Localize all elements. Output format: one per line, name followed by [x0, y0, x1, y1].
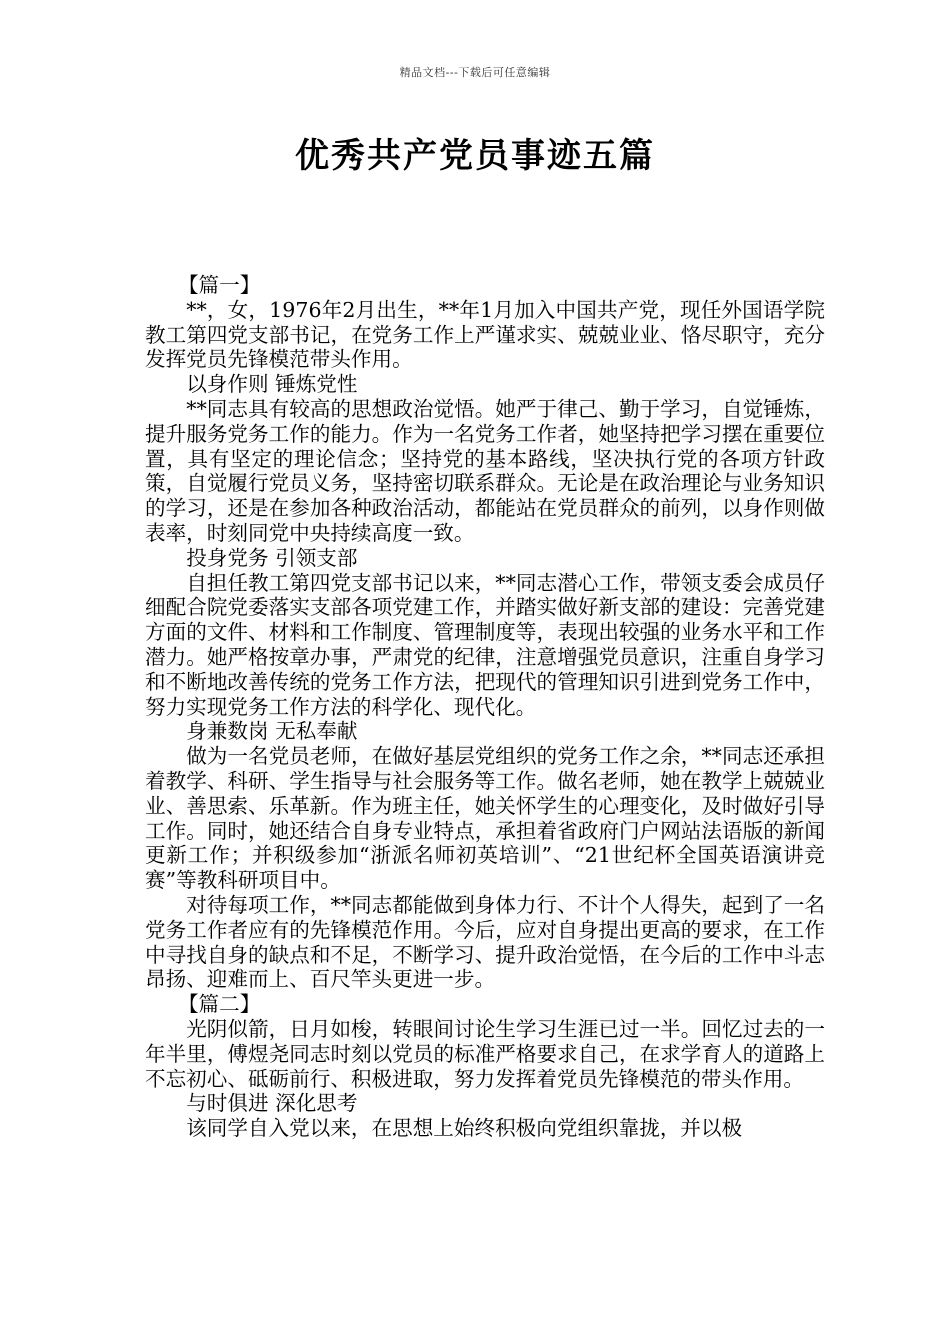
subheading: 以身作则 锤炼党性 [186, 372, 358, 397]
paragraph: 光阴似箭，日月如梭，转眼间讨论生学习生涯已过一半。回忆过去的一年半里，傅煜尧同志时刻以党员的标准严格要求自己，在求学育人的道路上不忘初心、砥砺前行、积极进取，努力发挥着党员先锋模范的带头作用。 [145, 1016, 825, 1091]
subheading: 身兼数岗 无私奉献 [186, 719, 358, 744]
document-title: 优秀共产党员事迹五篇 [295, 136, 655, 176]
subheading: 与时俱进 深化思考 [186, 1091, 358, 1116]
document-body [145, 273, 825, 1141]
paragraph: 对待每项工作，**同志都能做到身体力行、不计个人得失，起到了一名党务工作者应有的先锋模范作用。今后，应对自身提出更高的要求，在工作中寻找自身的缺点和不足，不断学习、提升政治觉悟，在今后的工作中斗志昂扬、迎难而上、百尺竿头更进一步。 [145, 892, 825, 992]
paragraph: 该同学自入党以来，在思想上始终积极向党组织靠拢，并以极 [186, 1116, 743, 1141]
paragraph: 做为一名党员老师，在做好基层党组织的党务工作之余，**同志还承担着教学、科研、学生指导与社会服务等工作。做名老师，她在教学上兢兢业业、善思索、乐革新。作为班主任，她关怀学生的心理变化，及时做好引导工作。同时，她还结合自身专业特点，承担着省政府门户网站法语版的新闻更新工作；并积级参加“浙派名师初英培训”、“21世纪杯全国英语演讲竞赛”等教科研项目中。 [145, 744, 825, 893]
subheading: 投身党务 引领支部 [186, 545, 358, 570]
paragraph: **同志具有较高的思想政治觉悟。她严于律己、勤于学习，自觉锤炼，提升服务党务工作的能力。作为一名党务工作者，她坚持把学习摆在重要位置，具有坚定的理论信念；坚持党的基本路线，坚决执行党的各项方针政策，自觉履行党员义务，坚持密切联系群众。无论是在政治理论与业务知识的学习，还是在参加各种政治活动，都能站在党员群众的前列，以身作则做表率，时刻同党中央持续高度一致。 [145, 396, 825, 545]
header-note: 精品文档---下载后可任意编辑 [399, 66, 551, 79]
paragraph: 自担任教工第四党支部书记以来，**同志潜心工作，带领支委会成员仔细配合院党委落实支部各项党建工作，并踏实做好新支部的建设：完善党建方面的文件、材料和工作制度、管理制度等，表现出较强的业务水平和工作潜力。她严格按章办事，严肃党的纪律，注意增强党员意识，注重自身学习和不断地改善传统的党务工作方法，把现代的管理知识引进到党务工作中，努力实现党务工作方法的科学化、现代化。 [145, 570, 825, 719]
section-heading: 【篇二】 [177, 992, 261, 1017]
section-heading: 【篇一】 [177, 273, 261, 297]
paragraph: **，女，1976年2月出生，**年1月加入中国共产党，现任外国语学院教工第四党支部书记，在党务工作上严谨求实、兢兢业业、恪尽职守，充分发挥党员先锋模范带头作用。 [145, 297, 825, 372]
